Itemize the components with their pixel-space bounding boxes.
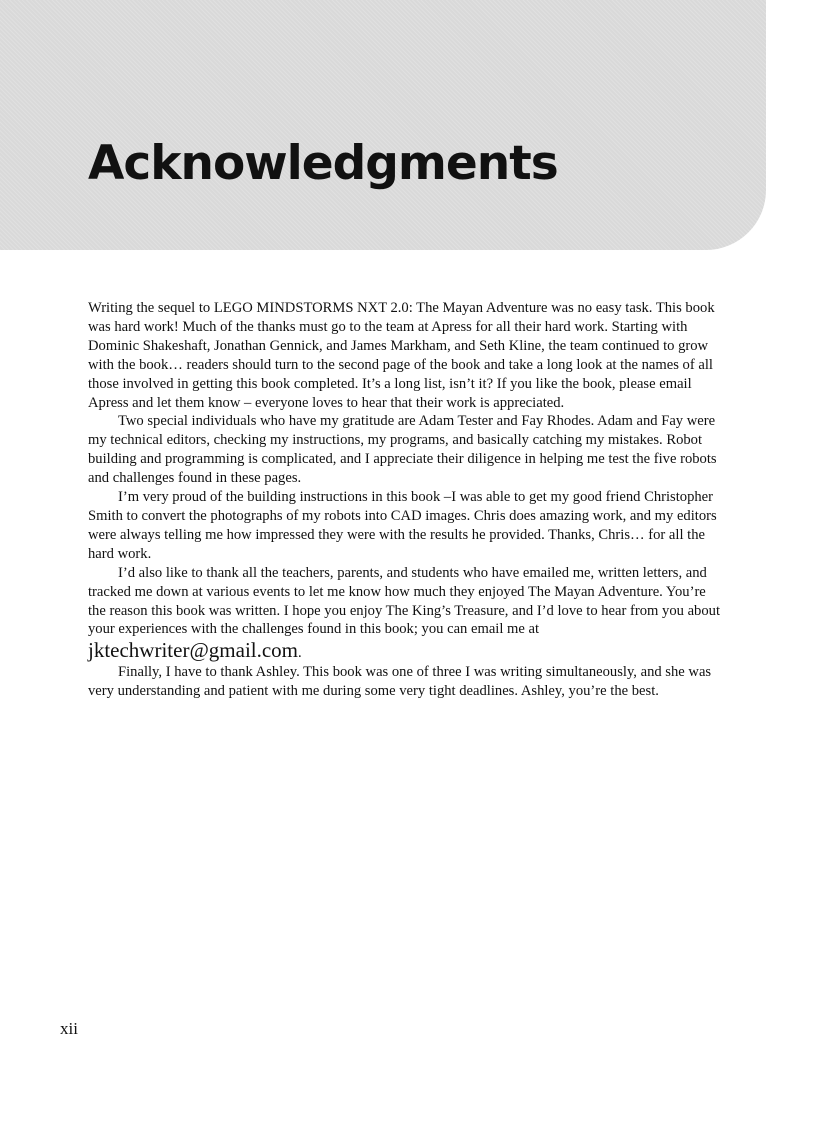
paragraph-readers [88,564,724,664]
paragraph-apress-team: Writing the sequel to LEGO MINDSTORMS NXT 2.0: The Mayan Adventure was no easy task. This book was hard work! Much of the thanks must go to the team at Apress for all their hard work. Starting with Dominic Shakeshaft, Jonathan Gennick, and James Markham, and Seth Kline, the team continued to grow with the book… readers should turn to the second page of the book and take a long look at the names of all those involved in getting this book completed. It’s a long list, isn’t it? If you like the book, please email Apress and let them know – everyone loves to hear that their work is appreciated. [88,300,715,411]
chapter-title: Acknowledgments [88,136,558,191]
paragraph-ashley: Finally, I have to thank Ashley. This book was one of three I was writing simultaneously, and she was very understanding and patient with me during some very tight deadlines. Ashley, you’re the best. [88,664,712,700]
email-period: . [298,645,302,662]
acknowledgments-body [88,299,724,701]
paragraph-cad-images: I’m very proud of the building instructions in this book –I was able to get my good friend Christopher Smith to convert the photographs of my robots into CAD images. Chris does amazing work, and my editors were always telling me how impressed they were with the results he provided. Thanks, Chris… for all the hard work. [88,489,717,562]
readers-text: I’d also like to thank all the teachers, parents, and students who have emailed me, written letters, and tracked me down at various events to let me know how much they enjoyed The Mayan Adventure. You’re the reason this book was written. I hope you enjoy The King’s Treasure, and I’d love to hear from you about your experiences with the challenges found in this book; you can email me at [88,564,720,638]
chapter-header-band [0,0,766,250]
page-number: xii [60,1019,78,1038]
paragraph-technical-editors: Two special individuals who have my gratitude are Adam Tester and Fay Rhodes. Adam and Fay were my technical editors, checking my instructions, my programs, and basically catching my mistakes. Robot building and programming is complicated, and I appreciate their diligence in helping me test the five robots and challenges found in these pages. [88,413,717,487]
author-email-link[interactable]: jktechwriter@gmail.com [88,638,299,663]
